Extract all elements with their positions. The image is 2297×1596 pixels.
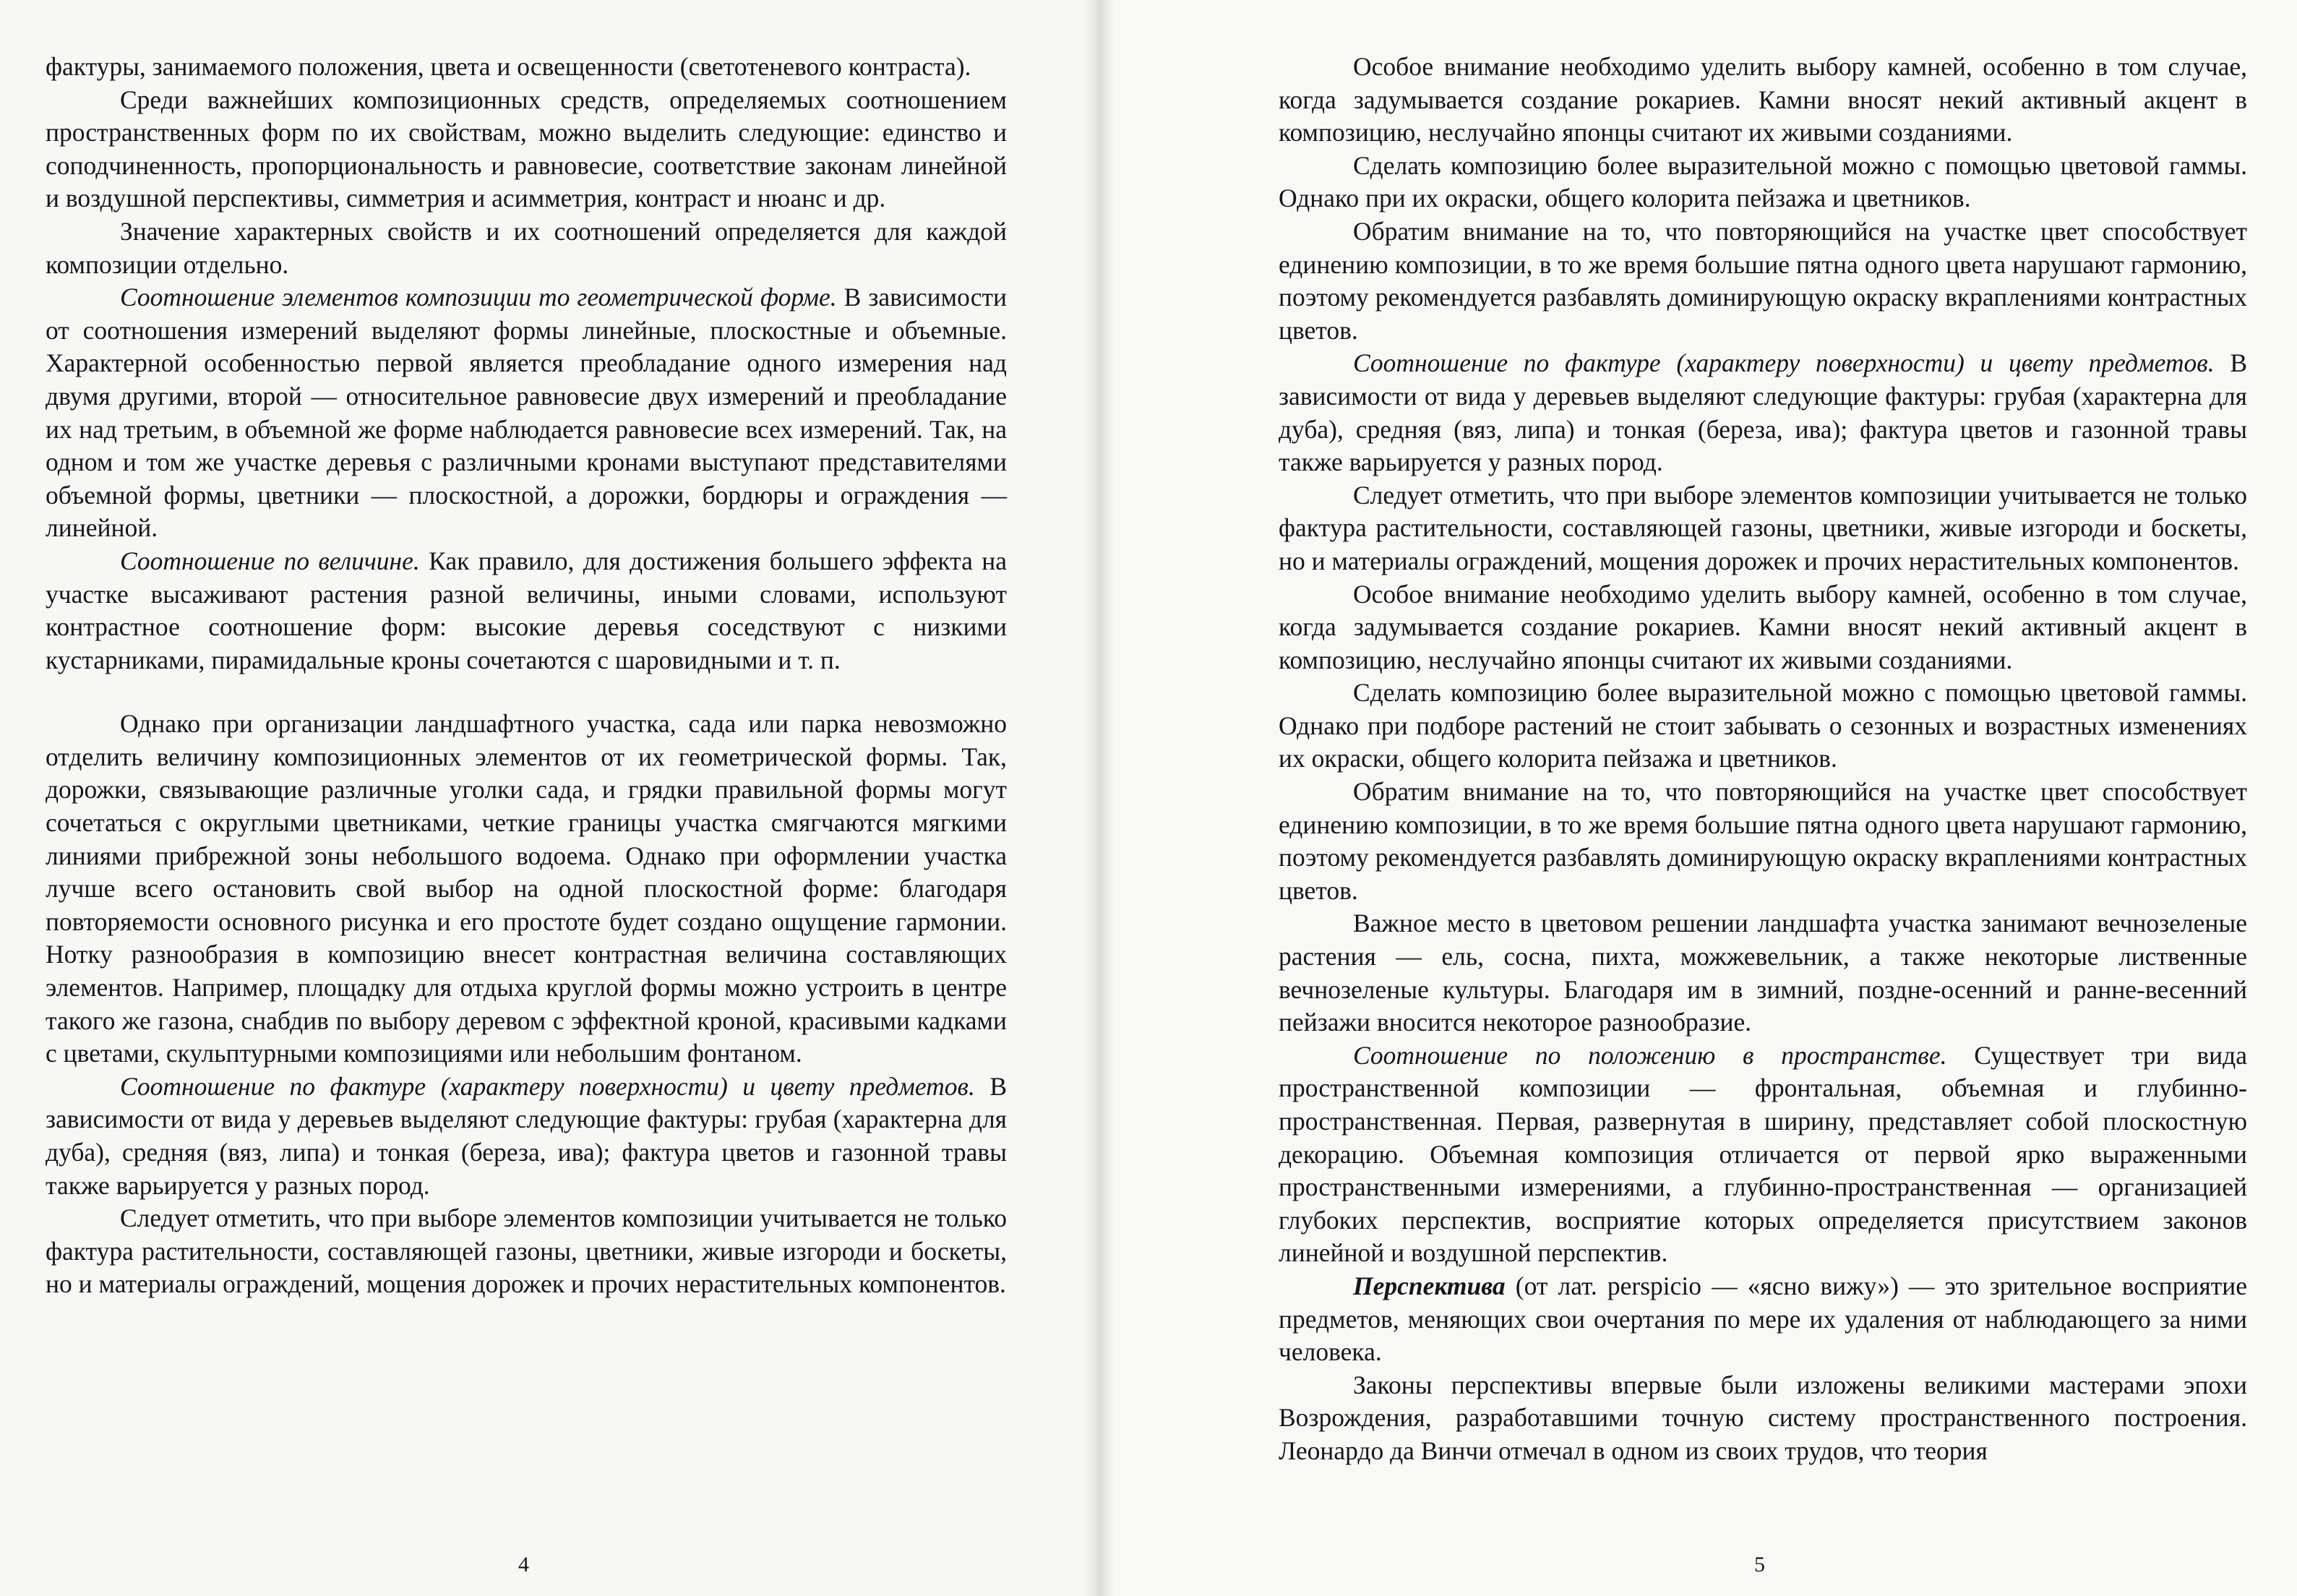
section-heading: Соотношение по величине.	[120, 546, 420, 575]
paragraph	[46, 281, 1007, 545]
page-number: 5	[1754, 1553, 1765, 1576]
paragraph-text: В зависимости от соотношения измерений выделяют формы линейные, плоскостные и объемные. Характерной особенностью первой является преобладание одного измерения над двумя другими, второй — относительное равновесие двух измерений и преобладание их над третьим, в объемной же форме наблюдается равновесие всех измерений. Так, на одном и том же участке деревья с различными кронами выступают представителями объемной формы, цветники — плоскостной, а дорожки, бордюры и ограждения — линейной.	[46, 283, 1007, 543]
paragraph: Законы перспективы впервые были изложены великими мастерами эпохи Возрождения, разработавшими точную систему пространственного построения. Леонардо да Винчи отмечал в одном из своих трудов, что теория	[1279, 1370, 2247, 1465]
paragraph: Важное место в цветовом решении ландшафта участка занимают вечнозеленые растения — ель, сосна, пихта, можжевельник, а также некоторые лиственные вечнозеленые культуры. Благодаря им в зимний, поздне-осенний и ранне-весенний пейзажи вносится некоторое разнообразие.	[1279, 909, 2247, 1037]
paragraph: Значение характерных свойств и их соотношений определяется для каждой композиции отдельно.	[46, 216, 1007, 279]
paragraph: Среди важнейших композиционных средств, определяемых соотношением пространственных форм по их свойствам, можно выделить следующие: единство и соподчиненность, пропорциональность и равновесие, соответствие законам линейной и воздушной перспективы, симметрия и асимметрия, контраст и нюанс и др.	[46, 85, 1007, 213]
paragraph: Следует отметить, что при выборе элементов композиции учитывается не только фактура растительности, составляющей газоны, цветники, живые изгороди и боскеты, но и материалы ограждений, мощения дорожек и прочих нерастительных компонентов.	[46, 1204, 1007, 1299]
term-heading: Перспектива	[1353, 1271, 1506, 1300]
section-heading: Соотношение элементов композиции то геометрической форме.	[120, 283, 837, 312]
left-page-text	[46, 51, 1007, 1301]
paragraph: Однако при организации ландшафтного участка, сада или парка невозможно отделить величину композиционных элементов от их геометрической формы. Так, дорожки, связывающие различные уголки сада, и грядки правильной формы могут сочетаться с округлыми цветниками, четкие границы участка смягчаются мягкими линиями прибрежной зоны небольшого водоема. Однако при оформлении участка лучше всего остановить свой выбор на одной плоскостной форме: благодаря повторяемости основного рисунка и его простоте будет создано ощущение гармонии. Нотку разнообразия в композицию внесет контрастная величина составляющих элементов. Например, площадку для отдыха круглой формы можно устроить в центре такого же газона, снабдив по выбору деревом с эффектной кроной, красивыми кадками с цветами, скульптурными композициями или небольшим фонтаном.	[46, 709, 1007, 1068]
section-heading: Соотношение по фактуре (характеру поверхности) и цвету предметов.	[120, 1071, 975, 1101]
section-heading: Соотношение по положению в пространстве.	[1353, 1040, 1947, 1070]
paragraph	[1279, 1270, 2247, 1369]
page-number: 4	[518, 1553, 529, 1576]
paragraph-text: (от лат. perspicio — «ясно вижу») — это зрительное восприятие предметов, меняющих свои очертания по мере их удаления от наблюдающего за ними человека.	[1279, 1271, 2247, 1367]
paragraph: Особое внимание необходимо уделить выбору камней, особенно в том случае, когда задумывается создание рокариев. Камни вносят некий активный акцент в композицию, неслучайно японцы считают их живыми созданиями.	[1279, 579, 2247, 674]
paragraph: фактуры, занимаемого положения, цвета и освещенности (светотеневого контраста).	[46, 52, 971, 81]
paragraph	[46, 1071, 1007, 1202]
paragraph	[1279, 1039, 2247, 1270]
paragraph: Особое внимание необходимо уделить выбору камней, особенно в том случае, когда задумывается создание рокариев. Камни вносят некий активный акцент в композицию, неслучайно японцы считают их живыми созданиями.	[1279, 52, 2247, 147]
right-page	[1093, 0, 2297, 1596]
paragraph: Обратим внимание на то, что повторяющийся на участке цвет способствует единению композиции, в то же время большие пятна одного цвета нарушают гармонию, поэтому рекомендуется разбавлять доминирующую окраску вкраплениями контрастных цветов.	[1279, 216, 2247, 345]
paragraph: Следует отметить, что при выборе элементов композиции учитывается не только фактура растительности, составляющей газоны, цветники, живые изгороди и боскеты, но и материалы ограждений, мощения дорожек и прочих нерастительных компонентов.	[1279, 480, 2247, 575]
section-heading: Соотношение по фактуре (характеру поверхности) и цвету предметов.	[1353, 348, 2215, 378]
paragraph: Сделать композицию более выразительной можно с помощью цветовой гаммы. Однако при подборе растений не стоит забывать о сезонных и возрастных изменениях их окраски, общего колорита пейзажа и цветников.	[1279, 678, 2247, 773]
paragraph: Обратим внимание на то, что повторяющийся на участке цвет способствует единению композиции, в то же время большие пятна одного цвета нарушают гармонию, поэтому рекомендуется разбавлять доминирующую окраску вкраплениями контрастных цветов.	[1279, 777, 2247, 905]
left-page	[0, 0, 1093, 1596]
paragraph	[1279, 347, 2247, 479]
paragraph-text: Существует три вида пространственной композиции — фронтальная, объемная и глубинно-пространственная. Первая, развернутая в ширину, представляет собой плоскостную декорацию. Объемная композиция отличается от первой ярко выраженными пространственными измерениями, а глубинно-пространственная — организацией глубоких перспектив, восприятие которых определяется присутствием законов линейной и воздушной перспектив.	[1279, 1040, 2247, 1268]
book-gutter	[1084, 0, 1115, 1596]
right-page-text	[1279, 51, 2247, 1468]
paragraph	[46, 545, 1007, 677]
paragraph-text: В зависимости от вида у деревьев выделяют следующие фактуры: грубая (характерна для дуба), средняя (вяз, липа) и тонкая (береза, ива); фактура цветов и газонной травы также варьируется у разных пород.	[1279, 348, 2248, 477]
paragraph-text: В зависимости от вида у деревьев выделяют следующие фактуры: грубая (характерна для дуба), средняя (вяз, липа) и тонкая (береза, ива); фактура цветов и газонной травы также варьируется у разных пород.	[46, 1071, 1008, 1200]
paragraph: Сделать композицию более выразительной можно с помощью цветовой гаммы. Однако при их окраски, общего колорита пейзажа и цветников.	[1279, 150, 2247, 213]
paragraph-text: Как правило, для достижения большего эффекта на участке высаживают растения разной величины, иными словами, используют контрастное соотношение форм: высокие деревья соседствуют с низкими кустарниками, пирамидальные кроны сочетаются с шаровидными и т. п.	[46, 546, 1007, 674]
